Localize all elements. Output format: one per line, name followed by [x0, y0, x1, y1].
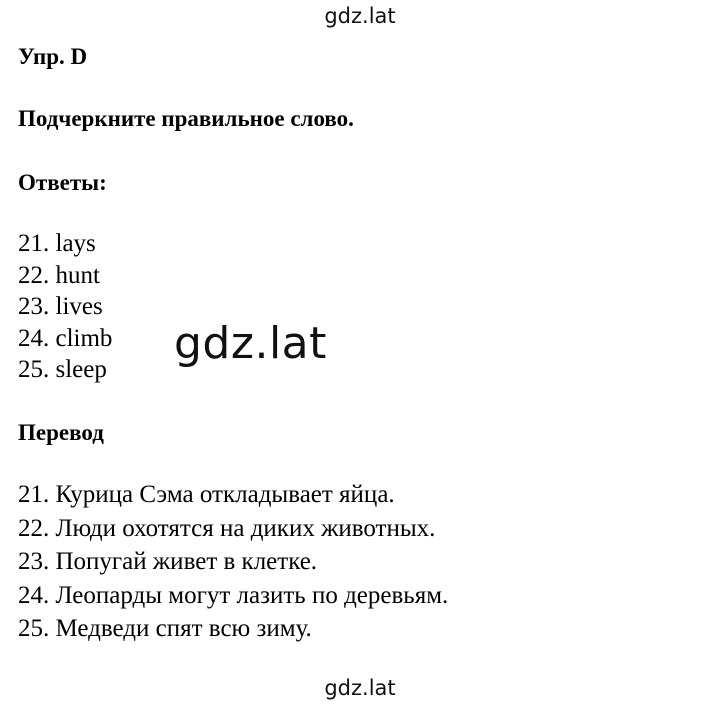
translation-heading: Перевод: [18, 420, 104, 445]
translation-item: 22. Люди охотятся на диких животных.: [18, 514, 436, 542]
watermark-top: gdz.lat: [324, 4, 396, 28]
task-instruction: Подчеркните правильное слово.: [18, 106, 354, 131]
watermark-bottom: gdz.lat: [324, 676, 396, 700]
translation-item: 21. Курица Сэма откладывает яйца.: [18, 481, 395, 508]
translation-item: 24. Леопарды могут лазить по деревьям.: [18, 581, 449, 609]
answer-item: 22. hunt: [18, 261, 100, 289]
exercise-title: Упр. D: [18, 44, 88, 69]
answer-item: 24. climb: [18, 324, 113, 352]
answer-item: 25. sleep: [18, 356, 107, 383]
answer-item: 21. lays: [18, 230, 96, 257]
answers-list: [18, 228, 112, 386]
answers-heading: Ответы:: [18, 170, 107, 195]
watermark-middle: gdz.lat: [174, 318, 327, 369]
translation-item: 25. Медведи спят всю зиму.: [18, 615, 312, 642]
translation-list: [18, 478, 448, 646]
translation-item: 23. Попугай живет в клетке.: [18, 548, 318, 575]
answer-item: 23. lives: [18, 293, 103, 320]
